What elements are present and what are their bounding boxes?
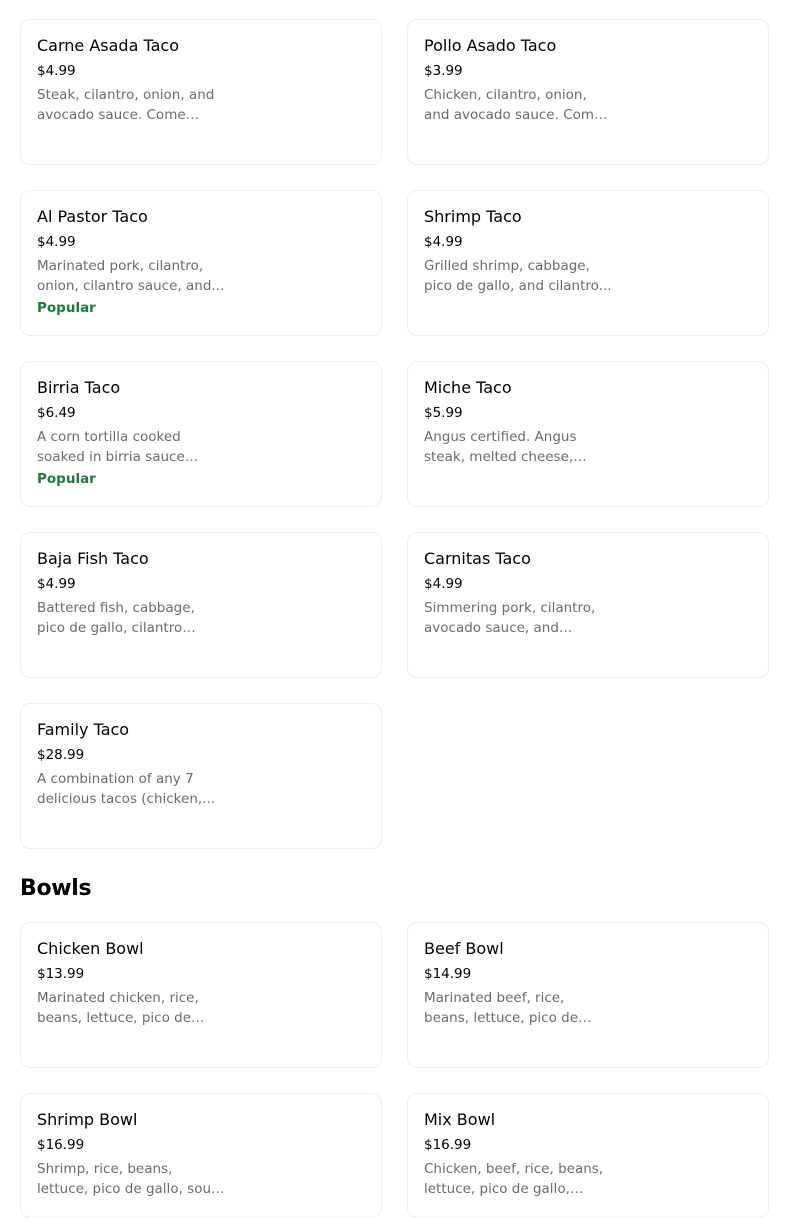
menu-item-price: $28.99 [37, 747, 85, 763]
section-title-bowls: Bowls [20, 876, 92, 901]
menu-item-name: Beef Bowl [424, 939, 504, 958]
menu-item-price: $4.99 [37, 63, 76, 79]
menu-item-name: Miche Taco [424, 378, 512, 397]
menu-item-description: Shrimp, rice, beans, lettuce, pico de gallo, sour [37, 1161, 217, 1197]
menu-item-card[interactable] [407, 19, 769, 165]
popular-badge: Popular [37, 471, 96, 487]
menu-item-price: $4.99 [37, 234, 76, 250]
menu-item-name: Carne Asada Taco [37, 36, 179, 55]
menu-item-description: Chicken, cilantro, onion, and avocado sauce. Come [424, 87, 603, 123]
menu-item-description: Marinated chicken, rice, beans, lettuce, pico de [37, 990, 199, 1026]
menu-item-card[interactable] [407, 922, 769, 1068]
menu-item-card[interactable] [407, 361, 769, 507]
menu-item-description: Marinated beef, rice, beans, lettuce, pico de [424, 990, 578, 1026]
menu-item-name: Pollo Asado Taco [424, 36, 557, 55]
menu-item-description: Chicken, beef, rice, beans, lettuce, pico de gallo, [424, 1161, 604, 1197]
menu-item-card[interactable] [407, 1093, 769, 1218]
menu-item-name: Shrimp Taco [424, 207, 522, 226]
menu-item-description: Grilled shrimp, cabbage, pico de gallo, and cilantro... [424, 258, 612, 294]
menu-item-price: $4.99 [37, 576, 76, 592]
menu-item-price: $14.99 [424, 966, 472, 982]
menu-item-name: Baja Fish Taco [37, 549, 149, 568]
menu-item-price: $13.99 [37, 966, 85, 982]
menu-item-description: A corn tortilla cooked soaked in birria sauce [37, 429, 185, 465]
menu-item-price: $4.99 [424, 234, 463, 250]
menu-item-name: Mix Bowl [424, 1110, 496, 1129]
menu-item-price: $3.99 [424, 63, 463, 79]
menu-item-card[interactable] [20, 1093, 382, 1218]
menu-item-card[interactable] [20, 532, 382, 678]
menu-item-name: Family Taco [37, 720, 130, 739]
menu-item-price: $16.99 [37, 1137, 85, 1153]
menu-item-card[interactable] [20, 703, 382, 849]
menu-item-name: Chicken Bowl [37, 939, 144, 958]
menu-item-price: $6.49 [37, 405, 76, 421]
menu-item-price: $5.99 [424, 405, 463, 421]
menu-item-card[interactable] [407, 190, 769, 336]
menu-item-name: Shrimp Bowl [37, 1110, 138, 1129]
menu-item-card[interactable] [20, 190, 382, 336]
menu-item-name: Al Pastor Taco [37, 207, 148, 226]
menu-item-price: $16.99 [424, 1137, 472, 1153]
menu-item-description: Simmering pork, cilantro, avocado sauce, and [424, 600, 596, 636]
menu-item-description: Marinated pork, cilantro, onion, cilantro sauce, and... [37, 258, 225, 294]
menu-item-card[interactable] [407, 532, 769, 678]
menu-item-description: Battered fish, cabbage, pico de gallo, cilantro [37, 600, 195, 636]
menu-item-description: Steak, cilantro, onion, and avocado sauce. Come [37, 87, 215, 123]
menu-item-name: Carnitas Taco [424, 549, 531, 568]
menu-item-price: $4.99 [424, 576, 463, 592]
menu-item-description: A combination of any 7 delicious tacos (chicken,... [37, 771, 216, 807]
popular-badge: Popular [37, 300, 96, 316]
menu-item-card[interactable] [20, 361, 382, 507]
menu-item-card[interactable] [20, 922, 382, 1068]
menu-item-description: Angus certified. Angus steak, melted cheese, [424, 429, 577, 465]
menu-item-name: Birria Taco [37, 378, 121, 397]
menu-item-card[interactable] [20, 19, 382, 165]
